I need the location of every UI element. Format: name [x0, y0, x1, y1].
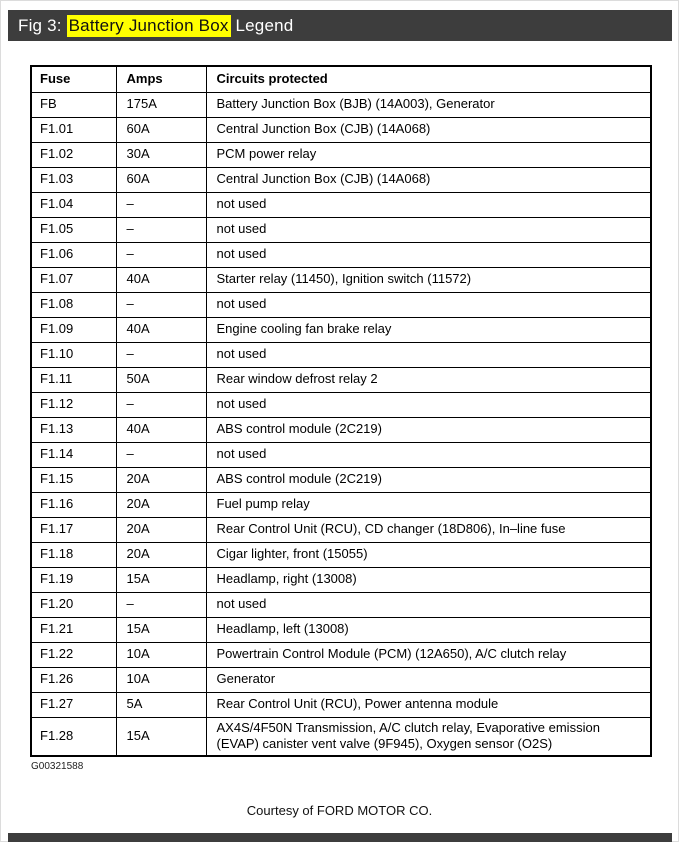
cell-circuits: not used — [206, 292, 651, 317]
cell-amps: – — [116, 442, 206, 467]
cell-fuse: F1.03 — [31, 167, 116, 192]
cell-amps: 10A — [116, 642, 206, 667]
cell-fuse: F1.18 — [31, 542, 116, 567]
cell-amps: 40A — [116, 267, 206, 292]
table-row — [31, 192, 651, 217]
cell-amps: 20A — [116, 467, 206, 492]
cell-fuse: F1.09 — [31, 317, 116, 342]
cell-circuits: not used — [206, 217, 651, 242]
table-row — [31, 317, 651, 342]
cell-fuse: F1.07 — [31, 267, 116, 292]
cell-fuse: F1.08 — [31, 292, 116, 317]
cell-circuits: ABS control module (2C219) — [206, 417, 651, 442]
cell-circuits: Cigar lighter, front (15055) — [206, 542, 651, 567]
cell-fuse: F1.12 — [31, 392, 116, 417]
figure-title-suffix: Legend — [230, 15, 294, 35]
cell-fuse: F1.27 — [31, 692, 116, 717]
cell-amps: 50A — [116, 367, 206, 392]
column-header-circuits: Circuits protected — [206, 66, 651, 92]
cell-fuse: F1.22 — [31, 642, 116, 667]
cell-fuse: F1.11 — [31, 367, 116, 392]
cell-fuse: F1.04 — [31, 192, 116, 217]
cell-circuits: Generator — [206, 667, 651, 692]
figure-title-highlight: Battery Junction Box — [68, 15, 229, 35]
cell-circuits: Battery Junction Box (BJB) (14A003), Generator — [206, 92, 651, 117]
column-header-fuse: Fuse — [31, 66, 116, 92]
table-row — [31, 242, 651, 267]
cell-circuits: Rear Control Unit (RCU), CD changer (18D806), In–line fuse — [206, 517, 651, 542]
table-row — [31, 367, 651, 392]
cell-amps: – — [116, 217, 206, 242]
cell-circuits: Headlamp, right (13008) — [206, 567, 651, 592]
table-row — [31, 492, 651, 517]
cell-amps: 20A — [116, 492, 206, 517]
cell-circuits: PCM power relay — [206, 142, 651, 167]
cell-amps: 15A — [116, 717, 206, 756]
cell-circuits: AX4S/4F50N Transmission, A/C clutch relay, Evaporative emission (EVAP) canister vent valve (9F945), Oxygen sensor (O2S) — [206, 717, 651, 756]
table-row — [31, 92, 651, 117]
cell-circuits: not used — [206, 242, 651, 267]
cell-fuse: F1.20 — [31, 592, 116, 617]
table-row — [31, 342, 651, 367]
column-header-amps: Amps — [116, 66, 206, 92]
table-row — [31, 117, 651, 142]
cell-circuits: not used — [206, 442, 651, 467]
cell-fuse: F1.28 — [31, 717, 116, 756]
cell-circuits: ABS control module (2C219) — [206, 467, 651, 492]
table-row — [31, 167, 651, 192]
fuse-table — [30, 65, 652, 757]
cell-fuse: F1.26 — [31, 667, 116, 692]
table-row — [31, 142, 651, 167]
cell-fuse: FB — [31, 92, 116, 117]
cell-fuse: F1.10 — [31, 342, 116, 367]
cell-circuits: not used — [206, 342, 651, 367]
table-wrap — [30, 65, 650, 772]
cell-circuits: Headlamp, left (13008) — [206, 617, 651, 642]
cell-amps: – — [116, 192, 206, 217]
cell-amps: 30A — [116, 142, 206, 167]
cell-amps: 40A — [116, 417, 206, 442]
cell-circuits: not used — [206, 392, 651, 417]
cell-circuits: Central Junction Box (CJB) (14A068) — [206, 167, 651, 192]
cell-amps: 40A — [116, 317, 206, 342]
cell-fuse: F1.13 — [31, 417, 116, 442]
figure-title-bar — [8, 10, 672, 41]
table-row — [31, 667, 651, 692]
cell-circuits: Central Junction Box (CJB) (14A068) — [206, 117, 651, 142]
cell-amps: 60A — [116, 167, 206, 192]
table-row — [31, 592, 651, 617]
cell-fuse: F1.06 — [31, 242, 116, 267]
cell-fuse: F1.16 — [31, 492, 116, 517]
table-row — [31, 692, 651, 717]
courtesy-note: Courtesy of FORD MOTOR CO. — [246, 803, 433, 818]
table-row — [31, 617, 651, 642]
cell-amps: 5A — [116, 692, 206, 717]
bottom-bar — [8, 833, 672, 842]
cell-amps: – — [116, 592, 206, 617]
cell-fuse: F1.19 — [31, 567, 116, 592]
cell-fuse: F1.01 — [31, 117, 116, 142]
table-row — [31, 292, 651, 317]
cell-amps: 15A — [116, 567, 206, 592]
cell-amps: – — [116, 342, 206, 367]
cell-fuse: F1.05 — [31, 217, 116, 242]
cell-fuse: F1.02 — [31, 142, 116, 167]
cell-amps: 10A — [116, 667, 206, 692]
cell-fuse: F1.21 — [31, 617, 116, 642]
cell-circuits: Rear window defrost relay 2 — [206, 367, 651, 392]
table-row — [31, 442, 651, 467]
table-row — [31, 517, 651, 542]
cell-amps: – — [116, 242, 206, 267]
table-row — [31, 642, 651, 667]
cell-circuits: Starter relay (11450), Ignition switch (11572) — [206, 267, 651, 292]
cell-amps: 15A — [116, 617, 206, 642]
cell-circuits: not used — [206, 192, 651, 217]
table-row — [31, 217, 651, 242]
cell-circuits: Fuel pump relay — [206, 492, 651, 517]
cell-amps: 60A — [116, 117, 206, 142]
cell-circuits: Powertrain Control Module (PCM) (12A650), A/C clutch relay — [206, 642, 651, 667]
cell-fuse: F1.17 — [31, 517, 116, 542]
table-header-row — [31, 66, 651, 92]
cell-circuits: Engine cooling fan brake relay — [206, 317, 651, 342]
figure-title-prefix: Fig 3: — [18, 15, 67, 35]
table-row — [31, 392, 651, 417]
cell-amps: 175A — [116, 92, 206, 117]
cell-fuse: F1.14 — [31, 442, 116, 467]
table-row — [31, 267, 651, 292]
cell-amps: 20A — [116, 517, 206, 542]
figure-code: G00321588 — [31, 761, 84, 773]
fuse-table-body — [31, 92, 651, 756]
table-row — [31, 717, 651, 756]
table-row — [31, 567, 651, 592]
table-row — [31, 417, 651, 442]
cell-circuits: Rear Control Unit (RCU), Power antenna module — [206, 692, 651, 717]
cell-amps: 20A — [116, 542, 206, 567]
cell-amps: – — [116, 292, 206, 317]
table-row — [31, 542, 651, 567]
table-row — [31, 467, 651, 492]
cell-fuse: F1.15 — [31, 467, 116, 492]
cell-amps: – — [116, 392, 206, 417]
cell-circuits: not used — [206, 592, 651, 617]
